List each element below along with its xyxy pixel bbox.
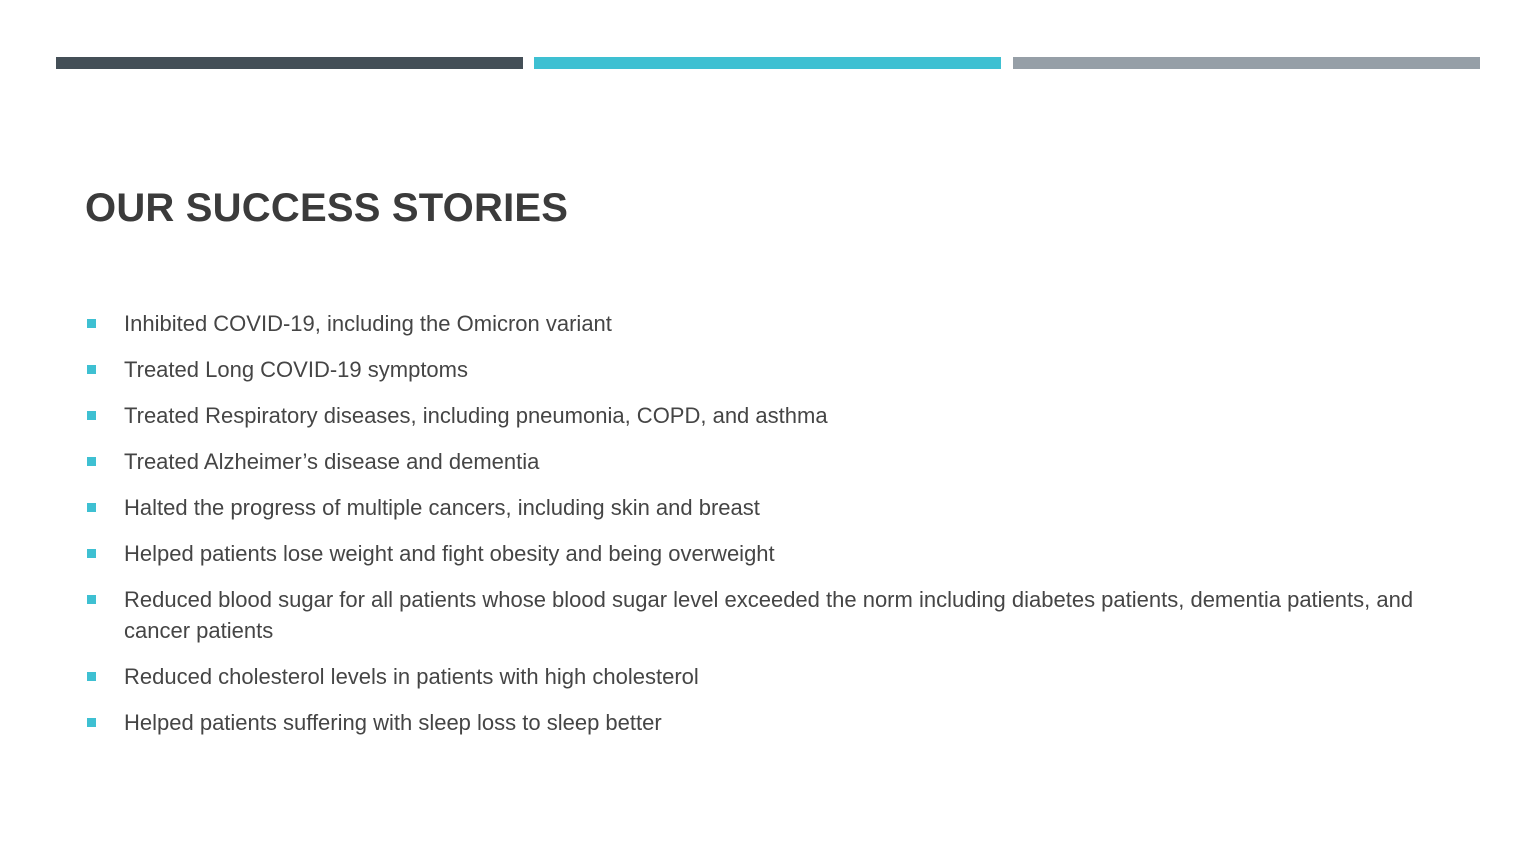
square-bullet-icon [87, 718, 96, 727]
bullet-text: Inhibited COVID-19, including the Omicron variant [124, 311, 612, 336]
square-bullet-icon [87, 457, 96, 466]
bullet-item [85, 661, 1425, 692]
header-bar-accent [534, 57, 1001, 69]
bullet-text: Reduced blood sugar for all patients whose blood sugar level exceeded the norm including diabetes patients, dementia patients, and cancer patients [124, 587, 1414, 643]
square-bullet-icon [87, 411, 96, 420]
slide-title: OUR SUCCESS STORIES [85, 186, 569, 230]
bullet-item [85, 354, 1425, 385]
square-bullet-icon [87, 595, 96, 604]
header-bar-gray [1013, 57, 1480, 69]
bullet-item [85, 707, 1425, 738]
bullet-item [85, 584, 1425, 646]
square-bullet-icon [87, 365, 96, 374]
bullet-text: Helped patients suffering with sleep loss to sleep better [124, 710, 662, 735]
bullet-text: Treated Respiratory diseases, including pneumonia, COPD, and asthma [124, 403, 828, 428]
bullet-item [85, 446, 1425, 477]
bullet-list [85, 308, 1425, 753]
bullet-text: Helped patients lose weight and fight obesity and being overweight [124, 541, 775, 566]
bullet-item [85, 308, 1425, 339]
bullet-item [85, 538, 1425, 569]
square-bullet-icon [87, 503, 96, 512]
bullet-text: Treated Alzheimer’s disease and dementia [124, 449, 540, 474]
square-bullet-icon [87, 672, 96, 681]
header-bar-dark [56, 57, 523, 69]
bullet-text: Reduced cholesterol levels in patients with high cholesterol [124, 664, 699, 689]
bullet-item [85, 492, 1425, 523]
bullet-text: Treated Long COVID-19 symptoms [124, 357, 468, 382]
bullet-text: Halted the progress of multiple cancers, including skin and breast [124, 495, 760, 520]
square-bullet-icon [87, 549, 96, 558]
bullet-item [85, 400, 1425, 431]
square-bullet-icon [87, 319, 96, 328]
